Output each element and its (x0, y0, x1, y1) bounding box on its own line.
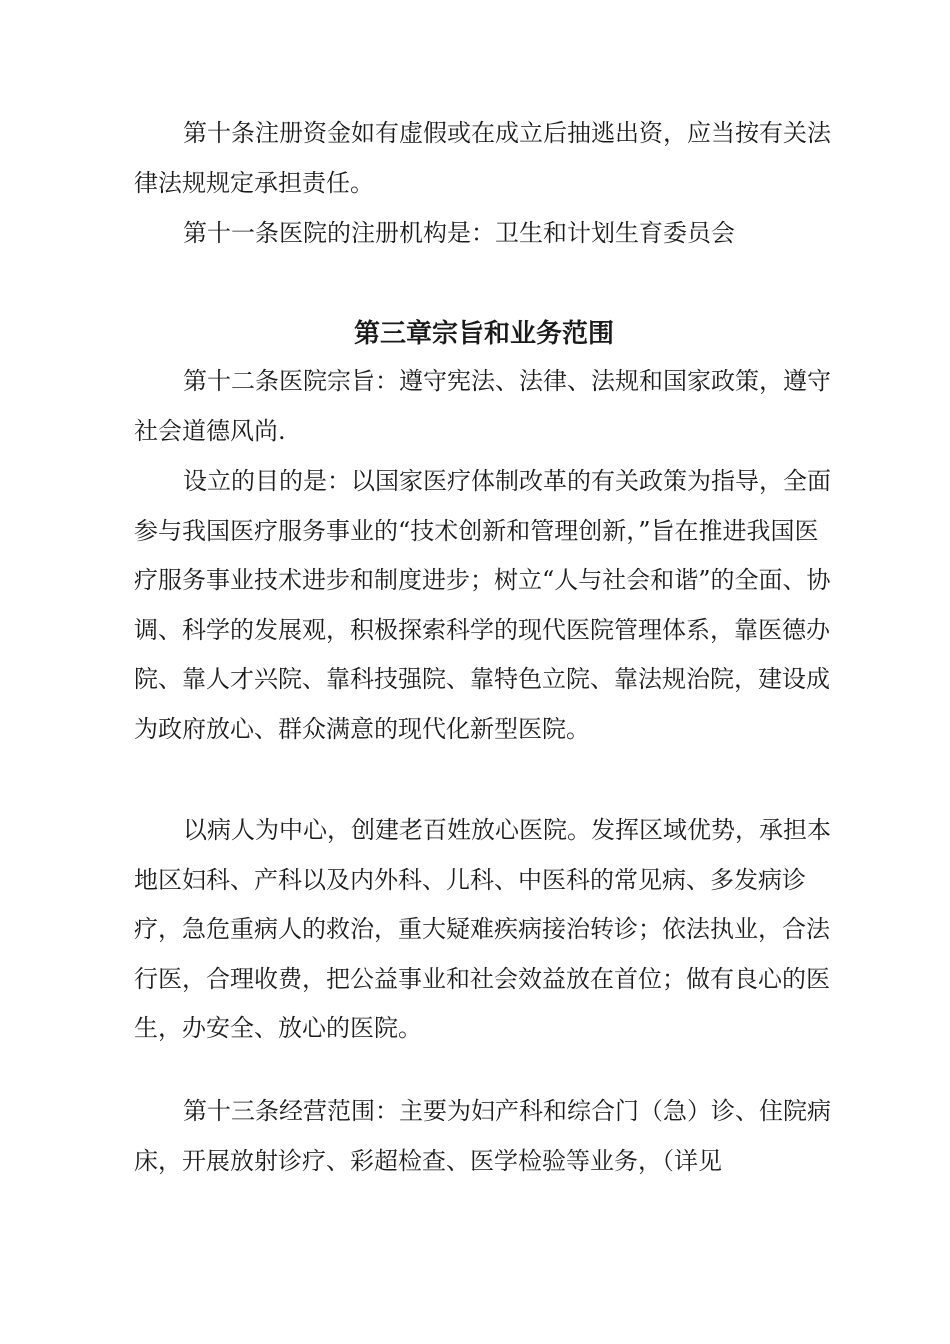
article-10-paragraph (134, 109, 834, 208)
article-11-text: 第十一条医院的注册机构是：卫生和计划生育委员会 (183, 219, 735, 247)
article-13-paragraph (134, 1087, 834, 1186)
purpose-text: 设立的目的是：以国家医疗体制改革的有关政策为指导，全面参与我国医疗服务事业的“技术创新和管理创新，”旨在推进我国医疗服务事业技术进步和制度进步；树立“人与社会和谐”的全面、协调、科学的发展观，积极探索科学的现代医院管理体系，靠医德办院、靠人才兴院、靠科技强院、靠特色立院、靠法规治院，建设成为政府放心、群众满意的现代化新型医院。 (134, 467, 831, 743)
patient-centered-paragraph (134, 806, 834, 1054)
article-12-paragraph (134, 357, 834, 456)
patient-centered-text: 以病人为中心，创建老百姓放心医院。发挥区域优势，承担本地区妇科、产科以及内外科、儿科、中医科的常见病、多发病诊疗，急危重病人的救治，重大疑难疾病接治转诊；依法执业，合法行医，合理收费，把公益事业和社会效益放在首位；做有良心的医生，办安全、放心的医院。 (134, 816, 831, 1042)
article-10-text: 第十条注册资金如有虚假或在成立后抽逃出资，应当按有关法律法规规定承担责任。 (134, 119, 831, 197)
article-12-text: 第十二条医院宗旨：遵守宪法、法律、法规和国家政策，遵守社会道德风尚. (134, 367, 831, 445)
purpose-paragraph (134, 457, 834, 754)
article-13-text: 第十三条经营范围：主要为妇产科和综合门（急）诊、住院病床，开展放射诊疗、彩超检查、医学检验等业务，（详见 (134, 1097, 831, 1175)
chapter-heading: 第三章宗旨和业务范围 (353, 319, 614, 349)
article-11-paragraph (134, 209, 834, 259)
